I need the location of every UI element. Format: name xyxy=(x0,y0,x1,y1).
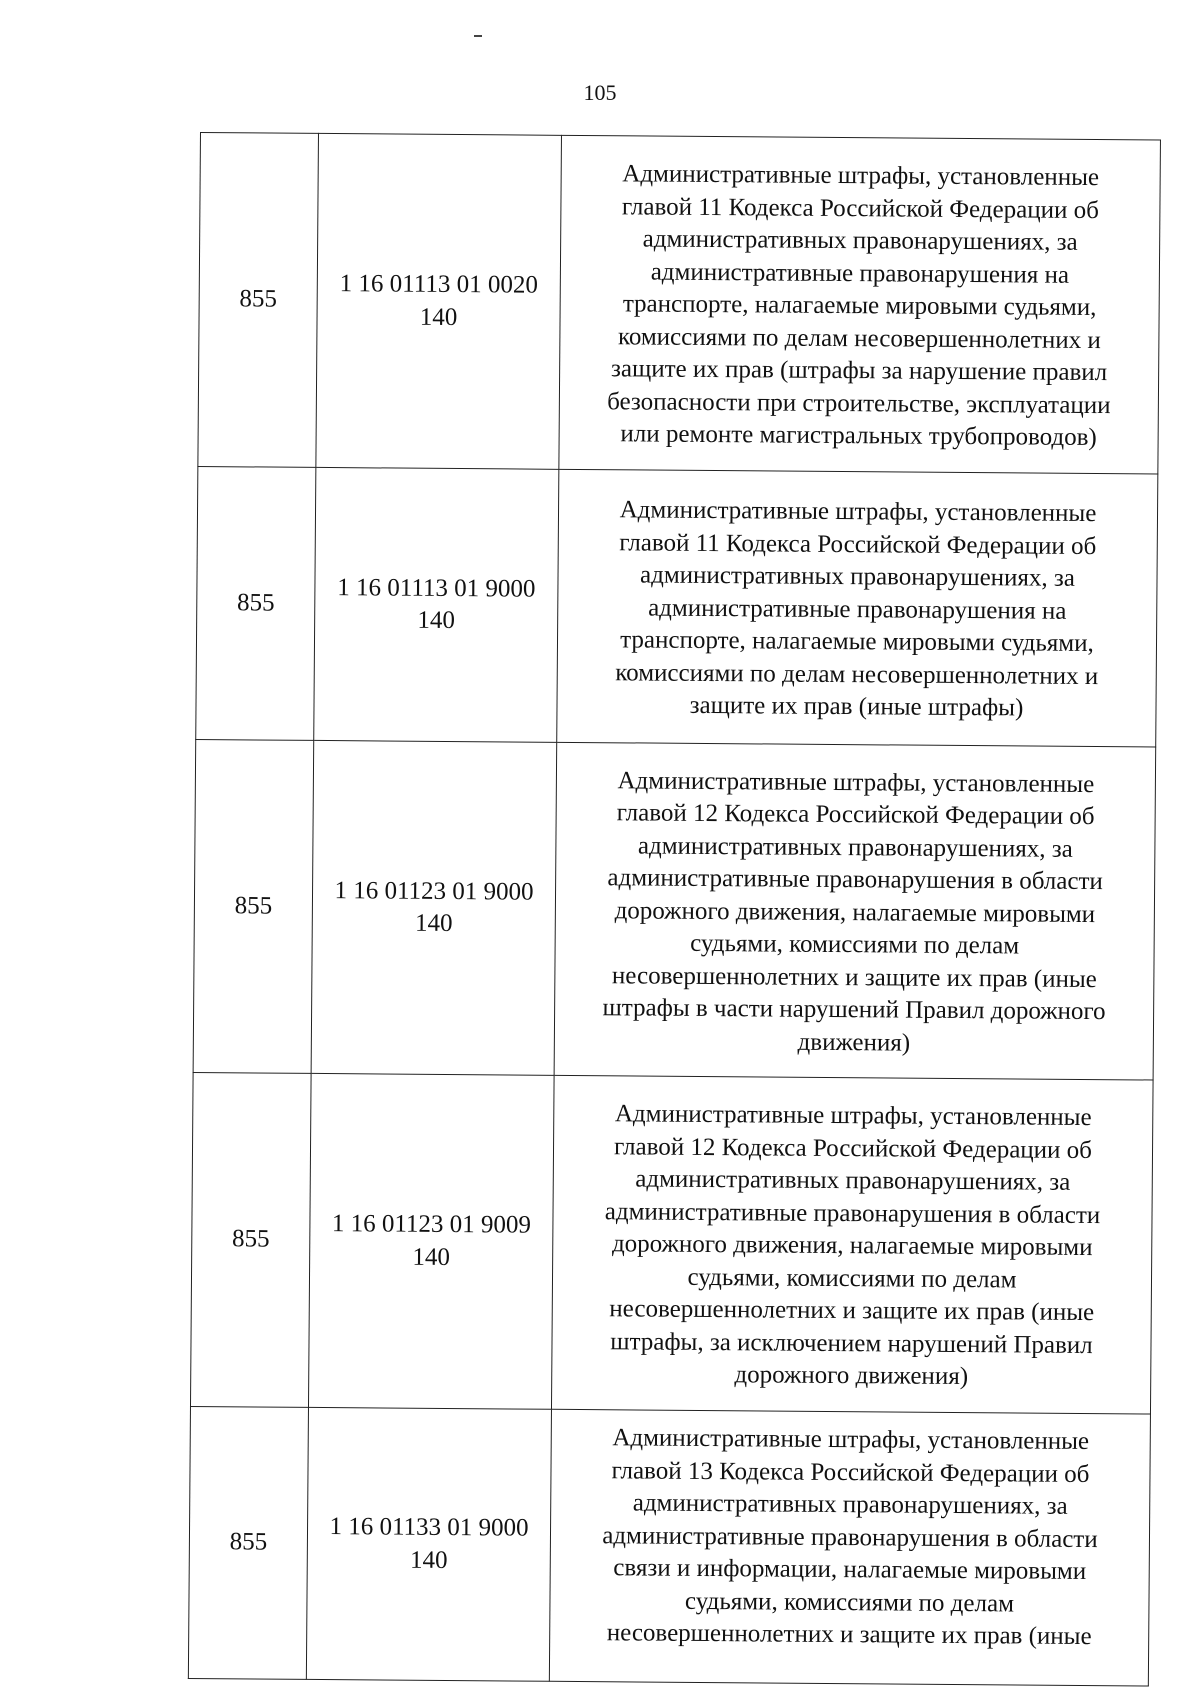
description-line: административные правонарушения на xyxy=(648,594,1067,625)
description-line: дорожного движения, налагаемые мировыми xyxy=(611,1230,1093,1262)
description-line: защите их прав (иные штрафы) xyxy=(689,692,1024,722)
description-line: главой 11 Кодекса Российской Федерации об xyxy=(621,193,1099,224)
description-line: административные правонарушения в области xyxy=(607,864,1103,896)
description-line: Административные штрафы, установленные xyxy=(622,160,1100,192)
description-line: Административные штрафы, установленные xyxy=(614,1100,1092,1132)
page-number: 105 xyxy=(583,80,617,105)
description-line: дорожного движения) xyxy=(734,1361,969,1391)
description-line: главой 12 Кодекса Российской Федерации об xyxy=(616,799,1095,831)
admin-code: 855 xyxy=(231,1225,270,1253)
description-line: административных правонарушениях, за xyxy=(635,1165,1071,1197)
budget-code-cell xyxy=(314,467,559,742)
description-line: Административные штрафы, установленные xyxy=(612,1424,1090,1456)
description-cell xyxy=(551,1075,1153,1414)
description-line: главой 11 Кодекса Российской Федерации об xyxy=(619,529,1097,560)
description-line: судьями, комиссиями по делам xyxy=(690,930,1020,960)
budget-code-cell xyxy=(316,133,562,469)
table-row xyxy=(190,1072,1153,1414)
description-line: административных правонарушениях, за xyxy=(637,832,1073,863)
description-line: административных правонарушениях, за xyxy=(632,1489,1068,1520)
budget-code-cell xyxy=(311,740,557,1075)
description-cell xyxy=(559,135,1161,474)
description-line: административных правонарушениях, за xyxy=(639,561,1076,593)
description-line: административные правонарушения в области xyxy=(602,1521,1098,1553)
description-line: административные правонарушения в области xyxy=(604,1197,1101,1229)
admin-code-cell xyxy=(196,466,316,740)
table-row xyxy=(198,133,1161,475)
admin-code-cell xyxy=(198,133,319,468)
budget-code-line: 140 xyxy=(414,909,453,938)
budget-code-line: 140 xyxy=(409,1546,448,1574)
description-cell xyxy=(549,1409,1150,1686)
description-line: Административные штрафы, установленные xyxy=(617,767,1095,798)
description-line: комиссиями по делам несовершеннолетних и xyxy=(617,323,1101,354)
scan-mark xyxy=(474,35,482,37)
admin-code: 855 xyxy=(236,589,275,617)
table-row xyxy=(196,466,1158,747)
description-line: безопасности при строительстве, эксплуатации xyxy=(607,387,1111,419)
description-line: транспорте, налагаемые мировыми судьями, xyxy=(620,626,1094,658)
budget-code-line: 140 xyxy=(417,606,456,635)
admin-code-cell xyxy=(190,1072,311,1407)
budget-code-line: 1 16 01133 01 9000 xyxy=(329,1513,529,1542)
description-line: штрафы, за исключением нарушений Правил xyxy=(610,1328,1093,1359)
table-row xyxy=(188,1406,1150,1686)
description-line: административных правонарушениях, за xyxy=(642,225,1078,257)
admin-code: 855 xyxy=(229,1528,268,1556)
fines-table xyxy=(188,132,1161,1686)
description-cell xyxy=(554,742,1156,1080)
budget-code-line: 1 16 01123 01 9000 xyxy=(334,876,534,906)
budget-code-line: 140 xyxy=(412,1243,451,1271)
budget-code-cell xyxy=(308,1073,554,1409)
budget-code-line: 1 16 01113 01 0020 xyxy=(339,270,538,299)
budget-code-line: 140 xyxy=(419,303,458,331)
description-line: защите их прав (штрафы за нарушение правил xyxy=(610,355,1108,387)
description-line: связи и информации, налагаемые мировыми xyxy=(613,1554,1087,1586)
description-line: дорожного движения, налагаемые мировыми xyxy=(614,897,1096,928)
description-line: или ремонте магистральных трубопроводов) xyxy=(620,420,1097,452)
description-line: судьями, комиссиями по делам xyxy=(687,1263,1017,1294)
description-line: движения) xyxy=(797,1028,911,1057)
admin-code: 855 xyxy=(234,892,273,920)
description-line: штрафы в части нарушений Правил дорожного xyxy=(602,994,1106,1026)
description-line: несовершеннолетних и защите их прав (иные xyxy=(609,1295,1095,1327)
description-line: несовершеннолетних и защите их прав (иные xyxy=(606,1619,1092,1651)
description-line: административные правонарушения на xyxy=(650,258,1070,289)
budget-code-line: 1 16 01113 01 9000 xyxy=(337,573,536,603)
description-cell xyxy=(557,469,1158,747)
description-line: несовершеннолетних и защите их прав (иные xyxy=(611,962,1097,993)
description-line: главой 12 Кодекса Российской Федерации об xyxy=(614,1133,1093,1164)
description-line: транспорте, налагаемые мировыми судьями, xyxy=(622,290,1097,322)
description-line: главой 13 Кодекса Российской Федерации об xyxy=(611,1456,1090,1488)
admin-code-cell xyxy=(188,1406,308,1679)
description-line: Административные штрафы, установленные xyxy=(619,496,1097,528)
budget-code-line: 1 16 01123 01 9009 xyxy=(331,1210,532,1239)
description-line: комиссиями по делам несовершеннолетних и xyxy=(615,659,1099,690)
description-line: судьями, комиссиями по делам xyxy=(684,1587,1015,1617)
admin-code: 855 xyxy=(239,285,278,313)
admin-code-cell xyxy=(193,739,314,1073)
budget-code-cell xyxy=(306,1407,551,1681)
table-row xyxy=(193,739,1156,1080)
